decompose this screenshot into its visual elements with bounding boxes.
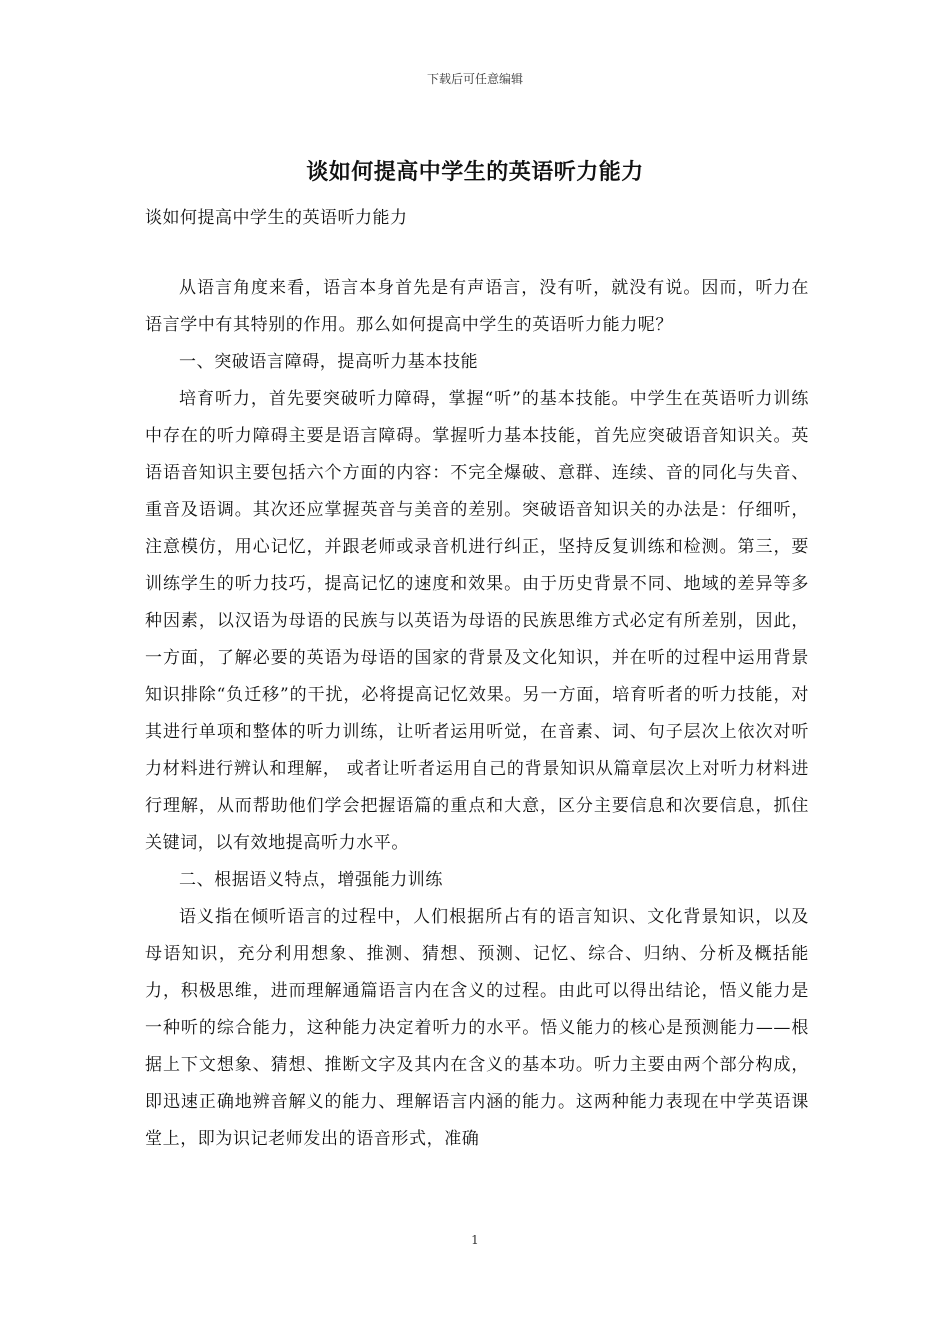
section-heading-1: 一、突破语言障碍，提高听力基本技能 [179,352,479,372]
document-title: 谈如何提高中学生的英语听力能力 [306,159,644,185]
paragraph-section-2: 语义指在倾听语言的过程中，人们根据所占有的语言知识、文化背景知识，以及母语知识，充分利用想象、推测、猜想、预测、记忆、综合、归纳、分析及概括能力，积极思维，进而理解通篇语言内在含义的过程。由此可以得出结论，悟义能力是一种听的综合能力，这种能力决定着听力的水平。悟义能力的核心是预测能力——根据上下文想象、猜想、推断文字及其内在含义的基本功。听力主要由两个部分构成，即迅速正确地辨音解义的能力、理解语言内涵的能力。这两种能力表现在中学英语课堂上，即为识记老师发出的语音形式，准确 [145,907,809,1149]
document-body [145,270,809,1158]
header-note: 下载后可任意编辑 [426,72,523,86]
page-number: 1 [471,1233,479,1247]
document-subtitle: 谈如何提高中学生的英语听力能力 [145,208,408,228]
section-heading-2: 二、根据语义特点，增强能力训练 [179,870,443,890]
paragraph-section-1: 培育听力，首先要突破听力障碍，掌握“听”的基本技能。中学生在英语听力训练中存在的听力障碍主要是语言障碍。掌握听力基本技能，首先应突破语音知识关。英语语音知识主要包括六个方面的内容：不完全爆破、意群、连续、音的同化与失音、重音及语调。其次还应掌握英音与美音的差别。突破语音知识关的办法是：仔细听，注意模仿，用心记忆，并跟老师或录音机进行纠正，坚持反复训练和检测。第三，要训练学生的听力技巧，提高记忆的速度和效果。由于历史背景不同、地域的差异等多种因素，以汉语为母语的民族与以英语为母语的民族思维方式必定有所差别，因此，一方面，了解必要的英语为母语的国家的背景及文化知识，并在听的过程中运用背景知识排除“负迁移”的干扰，必将提高记忆效果。另一方面，培育听者的听力技能，对其进行单项和整体的听力训练，让听者运用听觉，在音素、词、句子层次上依次对听力材料进行辨认和理解， 或者让听者运用自己的背景知识从篇章层次上对听力材料进行理解，从而帮助他们学会把握语篇的重点和大意，区分主要信息和次要信息，抓住关键词，以有效地提高听力水平。 [145,389,809,853]
paragraph-intro: 从语言角度来看，语言本身首先是有声语言，没有听，就没有说。因而，听力在语言学中有其特别的作用。那么如何提高中学生的英语听力能力呢？ [145,278,809,335]
